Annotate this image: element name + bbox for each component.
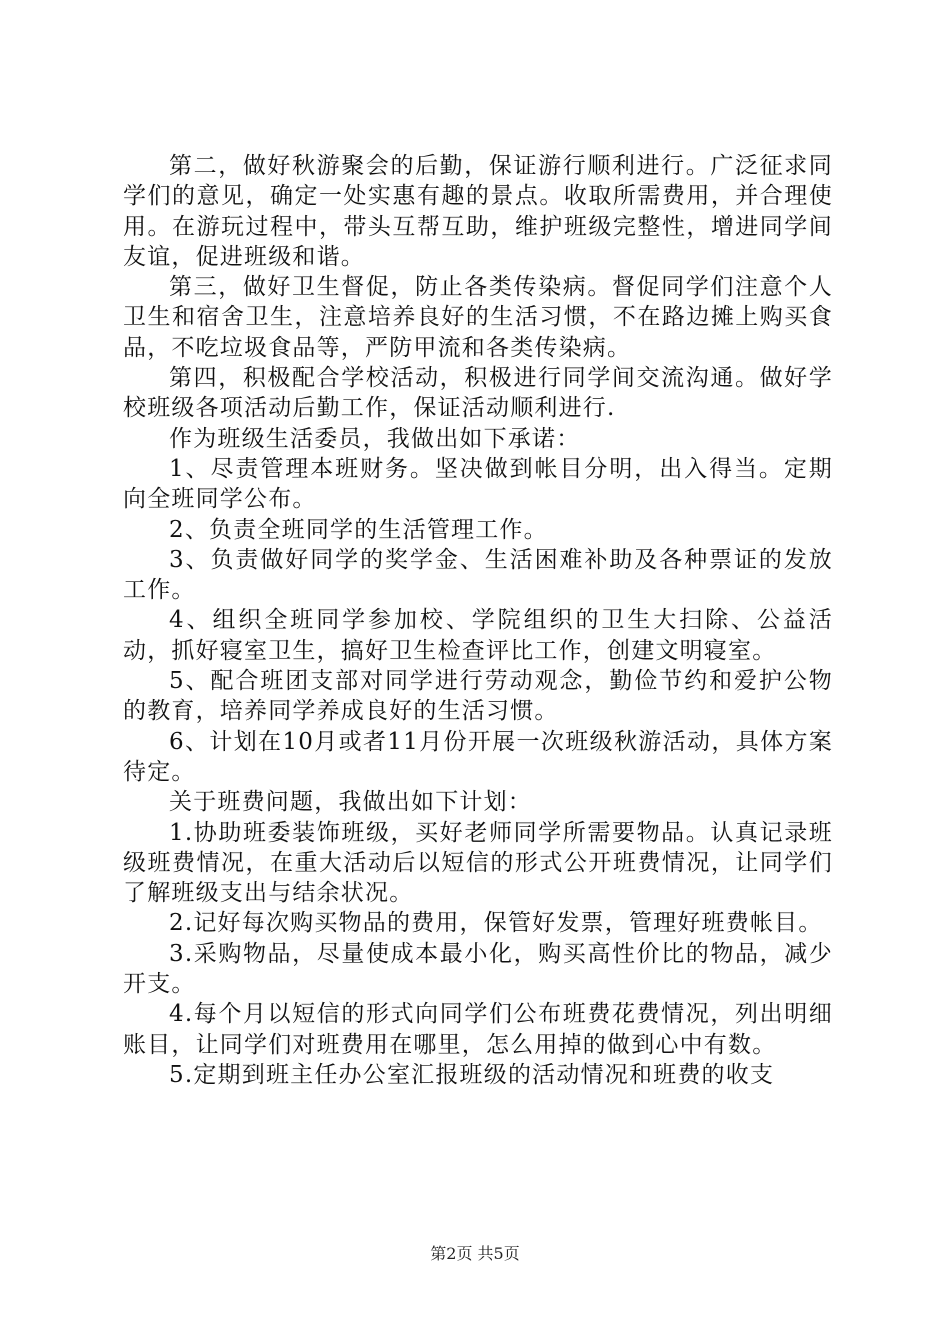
paragraph-commitment-4: 4、组织全班同学参加校、学院组织的卫生大扫除、公益活动，抓好寝室卫生，搞好卫生检查评比工作，创建文明寝室。 xyxy=(123,607,833,664)
paragraph-class-fee-5: 5.定期到班主任办公室汇报班级的活动情况和班费的收支 xyxy=(169,1061,775,1088)
paragraph-commitment-5: 5、配合班团支部对同学进行劳动观念，勤俭节约和爱护公物的教育，培养同学养成良好的生活习惯。 xyxy=(123,668,833,725)
paragraph-commitment-3: 3、负责做好同学的奖学金、生活困难补助及各种票证的发放工作。 xyxy=(123,546,833,604)
paragraph-class-fee-4: 4.每个月以短信的形式向同学们公布班费花费情况，列出明细账目，让同学们对班费用在哪里，怎么用掉的做到心中有数。 xyxy=(123,1001,833,1058)
paragraph-class-fee-intro: 关于班费问题，我做出如下计划： xyxy=(169,789,532,816)
paragraph-commitment-2: 2、负责全班同学的生活管理工作。 xyxy=(169,516,548,543)
paragraph-class-fee-2: 2.记好每次购买物品的费用，保管好发票，管理好班费帐目。 xyxy=(169,910,823,937)
paragraph-class-fee-1: 1.协助班委装饰班级，买好老师同学所需要物品。认真记录班级班费情况，在重大活动后以短信的形式公开班费情况，让同学们了解班级支出与结余状况。 xyxy=(123,819,833,907)
paragraph-commitment-6: 6、计划在10月或者11月份开展一次班级秋游活动，具体方案待定。 xyxy=(123,728,833,785)
document-body xyxy=(123,151,833,1090)
paragraph-commitment-intro: 作为班级生活委员，我做出如下承诺： xyxy=(169,425,581,452)
paragraph-class-fee-3: 3.采购物品，尽量使成本最小化，购买高性价比的物品，减少开支。 xyxy=(123,940,833,998)
paragraph-school-activities: 第四，积极配合学校活动，积极进行同学间交流沟通。做好学校班级各项活动后勤工作，保证活动顺利进行. xyxy=(123,365,833,422)
paragraph-hygiene: 第三，做好卫生督促，防止各类传染病。督促同学们注意个人卫生和宿舍卫生，注意培养良好的生活习惯，不在路边摊上购买食品，不吃垃圾食品等，严防甲流和各类传染病。 xyxy=(123,274,833,361)
page-number-footer: 第2页 共5页 xyxy=(430,1244,520,1263)
paragraph-autumn-trip-logistics: 第二，做好秋游聚会的后勤，保证游行顺利进行。广泛征求同学们的意见，确定一处实惠有趣的景点。收取所需费用，并合理使用。在游玩过程中，带头互帮互助，维护班级完整性，增进同学间友谊，促进班级和谐。 xyxy=(123,153,833,270)
paragraph-commitment-1: 1、尽责管理本班财务。坚决做到帐目分明，出入得当。定期向全班同学公布。 xyxy=(123,455,833,513)
